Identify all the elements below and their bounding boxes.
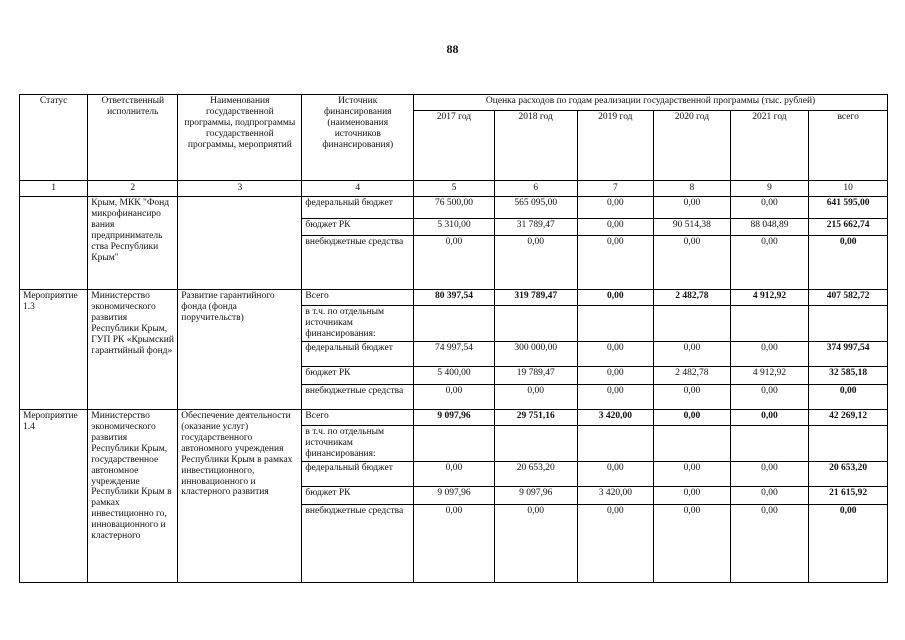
total-cell: 374 997,54 <box>809 342 888 367</box>
column-number: 1 <box>20 181 88 197</box>
column-number: 10 <box>809 181 888 197</box>
status-cell: Мероприятие 1.3 <box>20 290 88 410</box>
value-cell: 2 482,78 <box>654 367 731 385</box>
program-name-cell: Обеспечение деятельности (оказание услуг) государственного автономного учреждения Республики Крым в рамках инвестиционного, инновационного и кластерного развития <box>178 410 302 583</box>
value-cell: 3 420,00 <box>577 487 654 505</box>
value-cell: 76 500,00 <box>414 197 495 219</box>
column-number: 7 <box>577 181 654 197</box>
value-cell: 0,00 <box>654 410 731 426</box>
source-cell: в т.ч. по отдельным источникам финансирования: <box>302 306 414 342</box>
source-cell: федеральный бюджет <box>302 197 414 219</box>
column-number: 3 <box>178 181 302 197</box>
value-cell: 74 997,54 <box>414 342 495 367</box>
value-cell: 19 789,47 <box>494 367 577 385</box>
value-cell: 3 420,00 <box>577 410 654 426</box>
header-year: 2017 год <box>414 111 495 181</box>
value-cell <box>654 426 731 462</box>
value-cell: 0,00 <box>730 342 809 367</box>
budget-table <box>19 94 888 583</box>
total-cell: 215 662,74 <box>809 219 888 236</box>
header-year: 2021 год <box>730 111 809 181</box>
total-cell: 0,00 <box>809 236 888 290</box>
value-cell <box>577 426 654 462</box>
source-cell: Всего <box>302 290 414 306</box>
total-cell <box>809 426 888 462</box>
status-cell: Мероприятие 1.4 <box>20 410 88 583</box>
total-cell: 0,00 <box>809 385 888 410</box>
total-cell: 407 582,72 <box>809 290 888 306</box>
column-number: 9 <box>730 181 809 197</box>
value-cell: 0,00 <box>494 505 577 583</box>
executor-cell: Крым, МКК "Фонд микрофинансиро вания предприниматель ства Республики Крым" <box>88 197 178 290</box>
total-cell: 42 269,12 <box>809 410 888 426</box>
header-status: Статус <box>20 95 88 181</box>
header-source: Источник финансирования (наименования источников финансирования) <box>302 95 414 181</box>
table-row <box>20 197 888 219</box>
header-estimate: Оценка расходов по годам реализации государственной программы (тыс. рублей) <box>414 95 888 111</box>
value-cell: 0,00 <box>730 236 809 290</box>
source-cell: внебюджетные средства <box>302 385 414 410</box>
executor-cell: Министерство экономического развития Республики Крым, государственное автономное учреждение Республики Крым в рамках инвестиционно го, инновационного и кластерного <box>88 410 178 583</box>
value-cell: 20 653,20 <box>494 462 577 487</box>
value-cell: 29 751,16 <box>494 410 577 426</box>
table-row <box>20 290 888 306</box>
program-name-cell <box>178 197 302 290</box>
value-cell: 0,00 <box>730 462 809 487</box>
value-cell <box>730 306 809 342</box>
value-cell: 0,00 <box>577 290 654 306</box>
value-cell: 0,00 <box>577 219 654 236</box>
value-cell: 0,00 <box>654 462 731 487</box>
column-number: 8 <box>654 181 731 197</box>
source-cell: в т.ч. по отдельным источникам финансирования: <box>302 426 414 462</box>
total-cell: 21 615,92 <box>809 487 888 505</box>
program-name-cell: Развитие гарантийного фонда (фонда поручительств) <box>178 290 302 410</box>
value-cell: 0,00 <box>577 236 654 290</box>
source-cell: бюджет РК <box>302 487 414 505</box>
value-cell: 0,00 <box>577 385 654 410</box>
column-number: 5 <box>414 181 495 197</box>
value-cell: 0,00 <box>654 342 731 367</box>
value-cell: 0,00 <box>654 197 731 219</box>
value-cell: 0,00 <box>730 505 809 583</box>
value-cell: 4 912,92 <box>730 367 809 385</box>
page-number: 88 <box>446 42 459 56</box>
value-cell <box>414 426 495 462</box>
value-cell: 0,00 <box>654 505 731 583</box>
status-cell <box>20 197 88 290</box>
total-cell: 20 653,20 <box>809 462 888 487</box>
value-cell: 2 482,78 <box>654 290 731 306</box>
value-cell <box>494 426 577 462</box>
value-cell: 0,00 <box>730 410 809 426</box>
value-cell: 0,00 <box>414 385 495 410</box>
value-cell <box>654 306 731 342</box>
column-number: 2 <box>88 181 178 197</box>
value-cell: 31 789,47 <box>494 219 577 236</box>
source-cell: федеральный бюджет <box>302 462 414 487</box>
value-cell: 0,00 <box>414 505 495 583</box>
header-total: всего <box>809 111 888 181</box>
header-year: 2018 год <box>494 111 577 181</box>
value-cell: 0,00 <box>577 505 654 583</box>
value-cell: 0,00 <box>577 197 654 219</box>
value-cell: 0,00 <box>654 487 731 505</box>
value-cell: 0,00 <box>577 342 654 367</box>
value-cell <box>414 306 495 342</box>
value-cell: 0,00 <box>414 236 495 290</box>
value-cell: 9 097,96 <box>494 487 577 505</box>
table-row <box>20 410 888 426</box>
source-cell: внебюджетные средства <box>302 236 414 290</box>
total-cell <box>809 306 888 342</box>
value-cell: 0,00 <box>494 236 577 290</box>
value-cell <box>730 426 809 462</box>
value-cell: 5 310,00 <box>414 219 495 236</box>
value-cell: 0,00 <box>730 385 809 410</box>
value-cell: 0,00 <box>414 462 495 487</box>
value-cell: 0,00 <box>730 197 809 219</box>
value-cell: 300 000,00 <box>494 342 577 367</box>
value-cell: 5 400,00 <box>414 367 495 385</box>
value-cell: 0,00 <box>654 385 731 410</box>
value-cell: 0,00 <box>494 385 577 410</box>
header-year: 2019 год <box>577 111 654 181</box>
total-cell: 641 595,00 <box>809 197 888 219</box>
value-cell: 80 397,54 <box>414 290 495 306</box>
executor-cell: Министерство экономического развития Республики Крым, ГУП РК «Крымский гарантийный фонд» <box>88 290 178 410</box>
column-number-row <box>20 181 888 197</box>
value-cell: 88 048,89 <box>730 219 809 236</box>
column-number: 6 <box>494 181 577 197</box>
value-cell: 0,00 <box>654 236 731 290</box>
value-cell: 0,00 <box>577 462 654 487</box>
total-cell: 32 585,18 <box>809 367 888 385</box>
header-year: 2020 год <box>654 111 731 181</box>
value-cell: 9 097,96 <box>414 410 495 426</box>
value-cell: 0,00 <box>730 487 809 505</box>
source-cell: Всего <box>302 410 414 426</box>
source-cell: бюджет РК <box>302 367 414 385</box>
header-name: Наименования государственной программы, подпрограммы государственной программы, мероприятий <box>178 95 302 181</box>
total-cell: 0,00 <box>809 505 888 583</box>
header-executor: Ответственный исполнитель <box>88 95 178 181</box>
value-cell: 4 912,92 <box>730 290 809 306</box>
value-cell: 319 789,47 <box>494 290 577 306</box>
value-cell: 0,00 <box>577 367 654 385</box>
source-cell: бюджет РК <box>302 219 414 236</box>
value-cell: 9 097,96 <box>414 487 495 505</box>
value-cell: 90 514,38 <box>654 219 731 236</box>
column-number: 4 <box>302 181 414 197</box>
value-cell <box>577 306 654 342</box>
source-cell: федеральный бюджет <box>302 342 414 367</box>
value-cell <box>494 306 577 342</box>
source-cell: внебюджетные средства <box>302 505 414 583</box>
value-cell: 565 095,00 <box>494 197 577 219</box>
